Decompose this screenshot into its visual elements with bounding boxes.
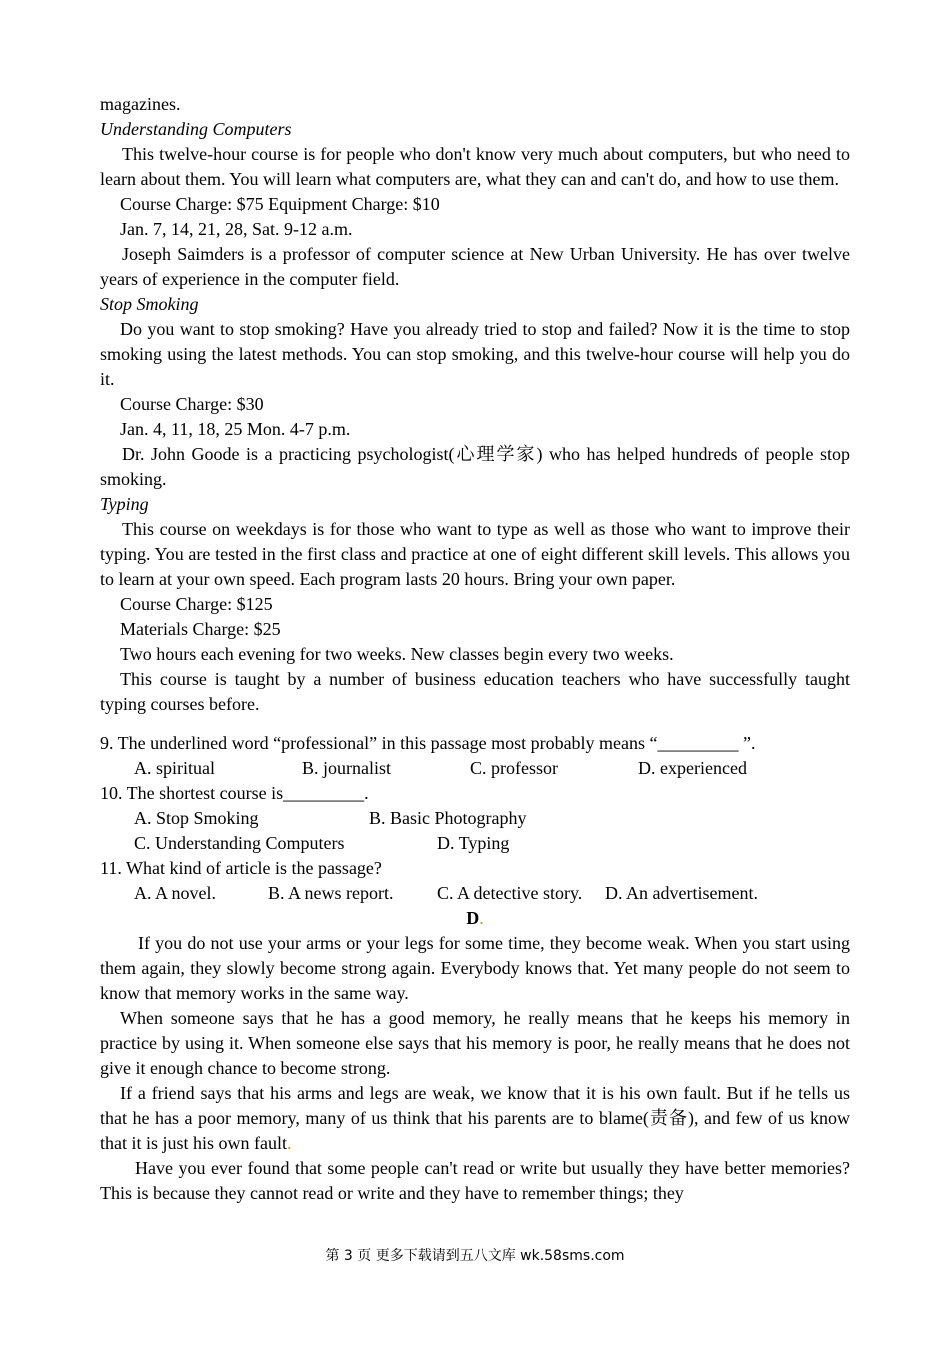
question-9: 9. The underlined word “professional” in this passage most probably means “_________ ”. bbox=[100, 733, 756, 753]
heading-understanding-computers: Understanding Computers bbox=[100, 119, 292, 139]
option-a: A. spiritual bbox=[134, 758, 215, 778]
paragraph-continuation: magazines. bbox=[100, 94, 181, 114]
document-page bbox=[100, 92, 850, 1206]
smoking-description: Do you want to stop smoking? Have you already tried to stop and failed? Now it is the time to stop smoking using the latest methods. You can stop smoking, and this twelve-hour course will help you do it. bbox=[100, 319, 850, 389]
option-c: C. A detective story. bbox=[437, 883, 583, 903]
option-a: A. A novel. bbox=[134, 883, 217, 903]
passage-d-paragraph-2: When someone says that he has a good memory, he really means that he keeps his memory in practice by using it. When someone else says that his memory is poor, he really means that he does not give it enough chance to become strong. bbox=[100, 1008, 850, 1078]
option-d: D. Typing bbox=[437, 833, 510, 853]
heading-stop-smoking: Stop Smoking bbox=[100, 294, 199, 314]
question-11-options bbox=[100, 881, 850, 906]
passage-d-paragraph-4: Have you ever found that some people can't read or write but usually they have better memories? This is because they cannot read or write and they have to remember things; they bbox=[100, 1158, 850, 1203]
typing-materials: Materials Charge: $25 bbox=[120, 619, 281, 639]
typing-description: This course on weekdays is for those who want to type as well as those who want to improve their typing. You are tested in the first class and practice at one of eight different skill levels. This allows you to learn at your own speed. Each program lasts 20 hours. Bring your own paper. bbox=[100, 519, 850, 589]
computers-teacher: Joseph Saimders is a professor of computer science at New Urban University. He has over twelve years of experience in the computer field. bbox=[100, 244, 850, 289]
option-b: B. A news report. bbox=[268, 883, 394, 903]
question-10: 10. The shortest course is_________. bbox=[100, 783, 369, 803]
passage-d-paragraph-3 bbox=[100, 1081, 850, 1156]
page-footer: 第 3 页 更多下载请到五八文库 wk.58sms.com bbox=[325, 1248, 625, 1264]
paragraph-3-end: . bbox=[287, 1133, 292, 1153]
computers-charge: Course Charge: $75 Equipment Charge: $10 bbox=[120, 194, 440, 214]
question-10-options-row1 bbox=[100, 806, 850, 831]
option-d: D. An advertisement. bbox=[605, 883, 758, 903]
typing-schedule: Two hours each evening for two weeks. New classes begin every two weeks. bbox=[120, 644, 674, 664]
smoking-date: Jan. 4, 11, 18, 25 Mon. 4-7 p.m. bbox=[120, 419, 351, 439]
passage-d-paragraph-1: If you do not use your arms or your legs for some time, they become weak. When you start using them again, they slowly become strong again. Everybody knows that. Yet many people do not seem to know that memory works in the same way. bbox=[100, 933, 850, 1003]
section-letter: D bbox=[466, 908, 480, 928]
typing-charge: Course Charge: $125 bbox=[120, 594, 273, 614]
question-9-options bbox=[100, 756, 850, 781]
smoking-teacher: Dr. John Goode is a practicing psychologist(心理学家) who has helped hundreds of people stop smoking. bbox=[100, 444, 850, 489]
option-a: A. Stop Smoking bbox=[134, 808, 259, 828]
heading-typing: Typing bbox=[100, 494, 149, 514]
smoking-charge: Course Charge: $30 bbox=[120, 394, 264, 414]
computers-date: Jan. 7, 14, 21, 28, Sat. 9-12 a.m. bbox=[120, 219, 353, 239]
question-11: 11. What kind of article is the passage? bbox=[100, 858, 382, 878]
option-d: D. experienced bbox=[638, 758, 747, 778]
option-b: B. Basic Photography bbox=[369, 808, 527, 828]
option-c: C. Understanding Computers bbox=[134, 833, 345, 853]
question-10-options-row2 bbox=[100, 831, 850, 856]
section-heading-d bbox=[100, 906, 850, 931]
typing-teacher: This course is taught by a number of business education teachers who have successfully taught typing courses before. bbox=[100, 669, 850, 714]
computers-description: This twelve-hour course is for people who don't know very much about computers, but who need to learn about them. You will learn what computers are, what they can and can't do, and how to use them. bbox=[100, 144, 850, 189]
section-dot: . bbox=[479, 908, 484, 928]
option-c: C. professor bbox=[470, 758, 558, 778]
paragraph-3-text: If a friend says that his arms and legs are weak, we know that it is his own fault. But if he tells us that he has a poor memory, many of us think that his parents are to blame(责备), and few of us know that it is just his own fault bbox=[100, 1083, 850, 1153]
option-b: B. journalist bbox=[302, 758, 391, 778]
